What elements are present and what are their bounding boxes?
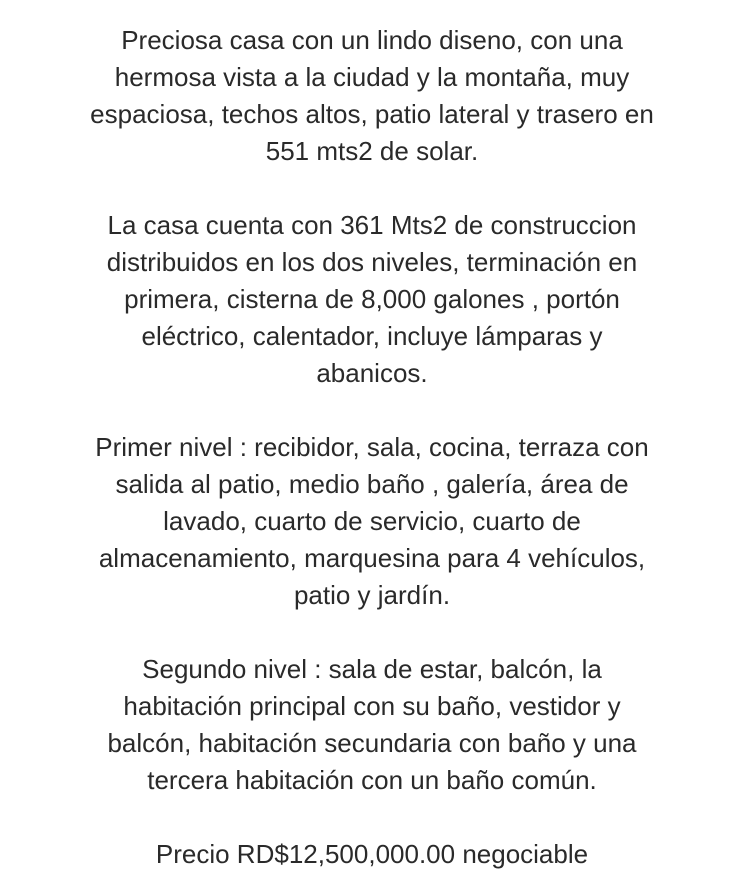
paragraph-construction [40, 207, 704, 392]
text-line: patio y jardín. [293, 580, 451, 610]
paragraph-price [40, 836, 704, 873]
text-line: habitación principal con su baño, vestidor y [123, 691, 621, 721]
paragraph-first-level [40, 429, 704, 614]
text-line: distribuidos en los dos niveles, terminación en [106, 247, 638, 277]
text-line: Primer nivel : recibidor, sala, cocina, terraza con [95, 432, 649, 462]
paragraph-second-level [40, 651, 704, 799]
text-line: hermosa vista a la ciudad y la montaña, muy [114, 62, 630, 92]
text-line: primera, cisterna de 8,000 galones , portón [124, 284, 620, 314]
text-line: 551 mts2 de solar. [265, 136, 479, 166]
text-line: lavado, cuarto de servicio, cuarto de [163, 506, 581, 536]
text-line: eléctrico, calentador, incluye lámparas y [141, 321, 603, 351]
paragraph-intro [40, 22, 704, 170]
text-line: abanicos. [316, 358, 428, 388]
text-line: Segundo nivel : sala de estar, balcón, la [142, 654, 602, 684]
text-line: salida al patio, medio baño , galería, área de [115, 469, 629, 499]
text-line: balcón, habitación secundaria con baño y una [107, 728, 637, 758]
text-line: tercera habitación con un baño común. [147, 765, 597, 795]
text-line: Preciosa casa con un lindo diseno, con una [121, 25, 623, 55]
text-line: La casa cuenta con 361 Mts2 de construccion [107, 210, 637, 240]
text-line: almacenamiento, marquesina para 4 vehículos, [98, 543, 646, 573]
price-text: Precio RD$12,500,000.00 negociable [155, 839, 589, 869]
text-line: espaciosa, techos altos, patio lateral y trasero en [90, 99, 654, 129]
